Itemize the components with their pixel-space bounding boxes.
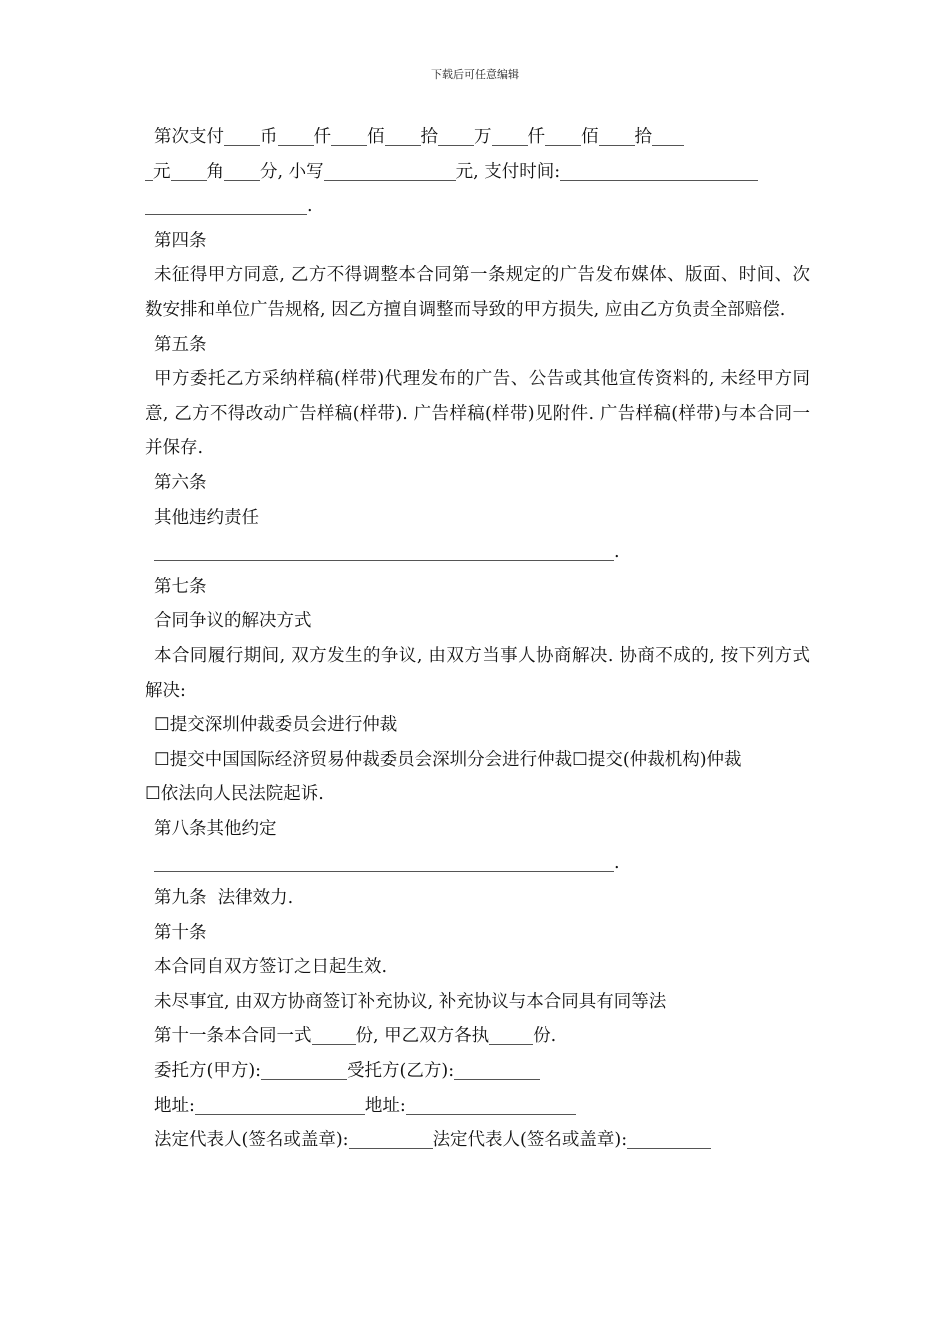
small-amount-field[interactable]: [324, 158, 456, 181]
payment-lead: 第次支付: [154, 127, 224, 147]
blank-field[interactable]: [145, 158, 153, 181]
unit-label: 角: [206, 161, 224, 182]
blank-field[interactable]: [278, 123, 314, 146]
blank-field[interactable]: [171, 158, 207, 181]
address-label: 地址:: [154, 1095, 195, 1116]
signature-parties: [145, 1054, 810, 1089]
article7-intro: 本合同履行期间, 双方发生的争议, 由双方当事人协商解决. 协商不成的, 按下列方式解决:: [145, 645, 810, 701]
article11-mid: 份, 甲乙双方各执: [355, 1026, 490, 1047]
payment-time-field[interactable]: [560, 158, 758, 181]
unit-label: 拾: [634, 127, 652, 147]
principal-field[interactable]: [261, 1057, 347, 1080]
article6-subtitle: 其他违约责任: [154, 507, 259, 528]
period: .: [307, 196, 313, 217]
blank-field[interactable]: [224, 123, 260, 146]
unit-label: 分: [260, 161, 278, 182]
unit-label: 佰: [367, 127, 385, 147]
unit-label: 拾: [420, 127, 438, 147]
option-court[interactable]: ☐依法向人民法院起诉.: [145, 784, 324, 805]
unit-label: 仟: [527, 127, 545, 147]
blank-field[interactable]: [545, 123, 581, 146]
other-agreement-field[interactable]: [154, 849, 614, 872]
payment-time-label: , 支付时间:: [473, 161, 561, 182]
blank-field[interactable]: [224, 158, 260, 181]
article9-title: 第九条 法律效力.: [154, 888, 294, 909]
option-shenzhen-arbitration[interactable]: ☐提交深圳仲裁委员会进行仲裁: [154, 715, 398, 736]
payment-time-field-cont[interactable]: [145, 192, 307, 215]
unit-label: 元: [455, 161, 474, 182]
article5-body: 甲方委托乙方采纳样稿(样带)代理发布的广告、公告或其他宣传资料的, 未经甲方同意, 乙方不得改动广告样稿(样带). 广告样稿(样带)见附件. 广告样稿(样带)与本合同一并保存.: [145, 369, 810, 459]
address-field-a[interactable]: [195, 1092, 365, 1115]
blank-field[interactable]: [438, 123, 474, 146]
contract-body: [145, 120, 810, 1158]
article5-title: 第五条: [154, 334, 207, 355]
signature-representatives: [145, 1123, 810, 1158]
copies-each-field[interactable]: [489, 1022, 533, 1045]
article11-lead: 第十一条本合同一式: [154, 1026, 312, 1047]
article10-line2: 未尽事宜, 由双方协商签订补充协议, 补充协议与本合同具有同等法: [154, 991, 667, 1012]
blank-field[interactable]: [492, 123, 528, 146]
article10-title: 第十条: [154, 922, 207, 943]
blank-field[interactable]: [385, 123, 421, 146]
article8-line: [145, 846, 810, 881]
article4-body: 未征得甲方同意, 乙方不得调整本合同第一条规定的广告发布媒体、版面、时间、次数安排和单位广告规格, 因乙方擅自调整而导致的甲方损失, 应由乙方负责全部赔偿.: [145, 265, 810, 320]
article7-subtitle: 合同争议的解决方式: [154, 611, 312, 632]
signature-addresses: [145, 1089, 810, 1124]
period: .: [614, 542, 620, 563]
address-label: 地址:: [364, 1095, 406, 1116]
blank-field[interactable]: [652, 123, 684, 146]
blank-field[interactable]: [331, 123, 367, 146]
address-field-b[interactable]: [406, 1092, 576, 1115]
article8-title: 第八条其他约定: [154, 818, 277, 839]
article7-title: 第七条: [154, 576, 207, 597]
payment-line-3: [145, 189, 810, 224]
rep-label: 法定代表人(签名或盖章):: [432, 1130, 628, 1151]
period: .: [614, 853, 620, 874]
page-header: 下载后可任意编辑: [431, 68, 519, 81]
blank-field[interactable]: [599, 123, 635, 146]
agent-label: 受托方(乙方):: [347, 1061, 455, 1082]
payment-line-2: [145, 155, 810, 190]
unit-label: 万: [474, 127, 492, 147]
unit-label: 仟: [313, 127, 331, 147]
unit-label: 元: [153, 161, 171, 182]
unit-label: 佰: [581, 127, 599, 147]
rep-label: 法定代表人(签名或盖章):: [154, 1130, 349, 1151]
article10-line1: 本合同自双方签订之日起生效.: [154, 957, 388, 978]
rep-field-b[interactable]: [627, 1126, 711, 1149]
unit-label: 币: [260, 127, 278, 147]
small-amount-label: , 小写: [277, 161, 324, 182]
article11-line: [145, 1019, 810, 1054]
principal-label: 委托方(甲方):: [154, 1061, 262, 1082]
article11-end: 份.: [533, 1026, 557, 1047]
agent-field[interactable]: [454, 1057, 540, 1080]
article6-title: 第六条: [154, 472, 207, 493]
option-cietac-arbitration[interactable]: ☐提交中国国际经济贸易仲裁委员会深圳分会进行仲裁☐提交(仲裁机构)仲裁: [154, 749, 742, 770]
rep-field-a[interactable]: [349, 1126, 433, 1149]
article4-title: 第四条: [154, 230, 207, 251]
copies-total-field[interactable]: [312, 1022, 356, 1045]
other-liability-field[interactable]: [154, 538, 614, 561]
payment-line-1: [145, 120, 810, 155]
article6-line: [145, 535, 810, 570]
